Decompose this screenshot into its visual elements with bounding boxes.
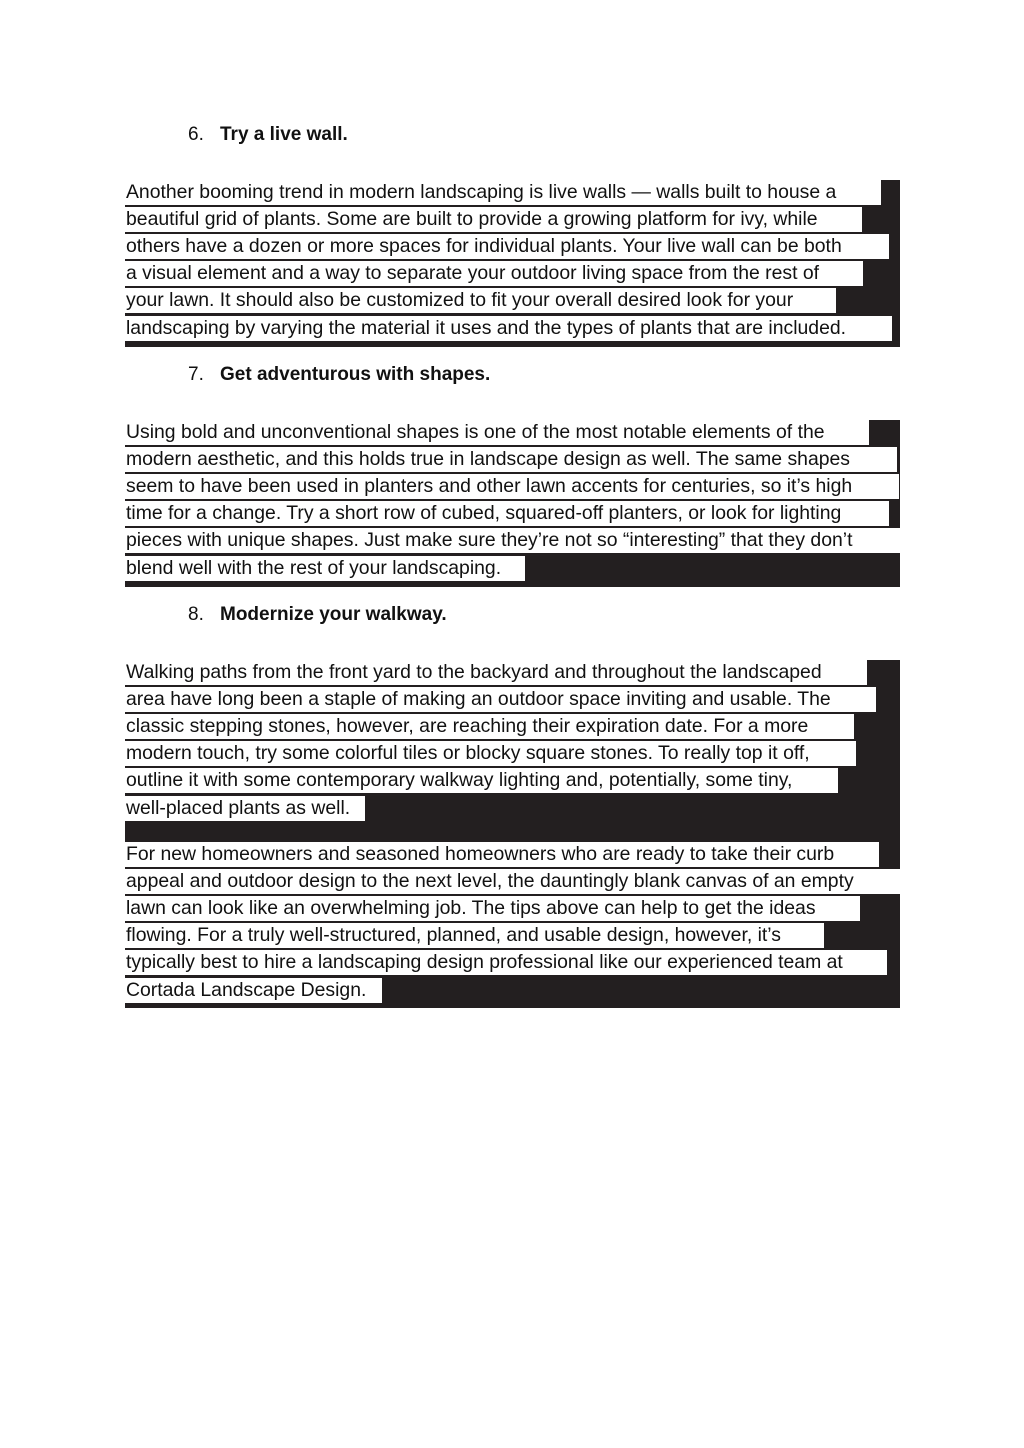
section-7-paragraph	[125, 420, 900, 587]
paragraph-line: seem to have been used in planters and other lawn accents for centuries, so it’s high	[125, 474, 899, 499]
paragraph-line: Using bold and unconventional shapes is one of the most notable elements of the	[125, 420, 869, 445]
section-8-heading	[188, 603, 447, 627]
paragraph-line: area have long been a staple of making an outdoor space inviting and usable. The	[125, 687, 876, 712]
section-7-heading	[188, 363, 490, 387]
closing-line: lawn can look like an overwhelming job. The tips above can help to get the ideas	[125, 896, 860, 921]
section-number: 7.	[188, 364, 204, 385]
section-6-paragraph	[125, 180, 900, 347]
paragraph-line: classic stepping stones, however, are reaching their expiration date. For a more	[125, 714, 854, 739]
paragraph-line: a visual element and a way to separate your outdoor living space from the rest of	[125, 261, 863, 286]
paragraph-line: Another booming trend in modern landscaping is live walls — walls built to house a	[125, 180, 881, 205]
paragraph-line: outline it with some contemporary walkway lighting and, potentially, some tiny,	[125, 768, 838, 793]
paragraph-line: modern aesthetic, and this holds true in landscape design as well. The same shapes	[125, 447, 897, 472]
section-8-paragraph	[125, 660, 900, 1008]
paragraph-line: time for a change. Try a short row of cubed, squared-off planters, or look for lighting	[125, 501, 889, 526]
paragraph-line: others have a dozen or more spaces for individual plants. Your live wall can be both	[125, 234, 889, 259]
paragraph-line: modern touch, try some colorful tiles or blocky square stones. To really top it off,	[125, 741, 856, 766]
closing-line: For new homeowners and seasoned homeowners who are ready to take their curb	[125, 842, 879, 867]
section-title: Try a live wall.	[220, 124, 348, 145]
section-number: 8.	[188, 604, 204, 625]
section-title: Get adventurous with shapes.	[220, 364, 491, 385]
closing-line: appeal and outdoor design to the next level, the dauntingly blank canvas of an empty	[125, 869, 900, 894]
paragraph-line: well-placed plants as well.	[125, 796, 365, 821]
paragraph-line: Walking paths from the front yard to the backyard and throughout the landscaped	[125, 660, 867, 685]
closing-line: Cortada Landscape Design.	[125, 978, 382, 1003]
closing-line: typically best to hire a landscaping design professional like our experienced team at	[125, 950, 887, 975]
closing-line: flowing. For a truly well-structured, planned, and usable design, however, it’s	[125, 923, 824, 948]
paragraph-line: pieces with unique shapes. Just make sure they’re not so “interesting” that they don’t	[125, 528, 900, 553]
section-6-heading	[188, 123, 348, 147]
section-number: 6.	[188, 124, 204, 145]
paragraph-line: blend well with the rest of your landscaping.	[125, 556, 525, 581]
paragraph-line: landscaping by varying the material it uses and the types of plants that are included.	[125, 316, 892, 341]
section-title: Modernize your walkway.	[220, 604, 447, 625]
paragraph-line: your lawn. It should also be customized to fit your overall desired look for your	[125, 288, 836, 313]
paragraph-line: beautiful grid of plants. Some are built to provide a growing platform for ivy, while	[125, 207, 862, 232]
